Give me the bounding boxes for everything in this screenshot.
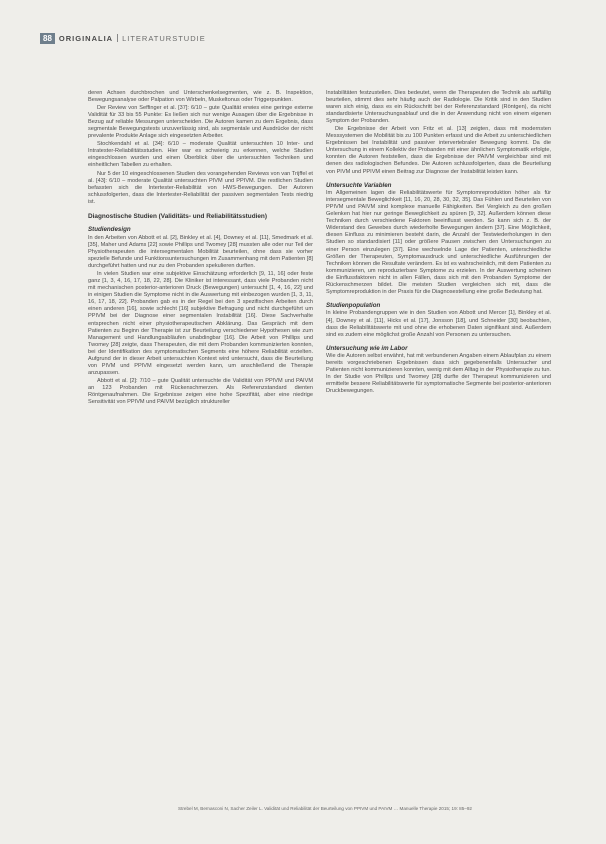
section-heading: Diagnostische Studien (Validitäts- und Reliabilitätsstudien) bbox=[88, 212, 267, 220]
paragraph: Abbott et al. [2]: 7/10 – gute Qualität untersuchte die Validität von PPIVM und PAIVM an 123 Probanden mit Rückenschmerzen. Als Referenzstandard dienten Röntgenaufnahmen. Die Ergebnisse zeigen eine hohe Spezifität, aber eine niedrige Sensitivität von PPIVM und PAIVM bezüglich struktureller bbox=[88, 377, 313, 406]
paragraph: Der Review von Seffinger et al. [37]: 6/10 – gute Qualität erwies eine geringe externe Validität für 33 bis 55 Punkte: Es ließen sich nur wenige Ausagen über die Ergebnisse in Bezug auf reliable Messungen unterscheiden. Die Autoren kamen zu dem Ergebnis, dass segmentale Bewegungstests unzuverlässig sind, als segmentale und Ausdrücke der nicht prevalente Produkte Anlage sich eingesetzten Arbeiter. bbox=[88, 105, 313, 140]
subsection-label: LITERATURSTUDIE bbox=[122, 33, 206, 43]
header-divider bbox=[117, 34, 118, 42]
page-number: 88 bbox=[40, 33, 55, 44]
paragraph: Stochkendahl et al. [34]: 6/10 – moderate Qualität untersuchten 10 Inter- und Intratester-Reliabilitätsstudien. Hier war es schwierig zu erkennen, welche Studien eingeschlossen wurden und einen Überblick über die untersuchten Techniken und einheitlichen Tabellen zu erhalten. bbox=[88, 141, 313, 169]
paragraph: Wie die Autoren selbst erwähnt, hat mit verbundenen Angaben einem Ablaufplan zu einem bereits vorgeschriebenen Ergebnissen dass sich gegebenenfalls Untersucher und Patienten nicht kommunizieren konnten, wenig mit dem Alltag in der Physiotherapie zu tun. In der Studie von Phillips und Twomey [28] durfte der Therapeut kommunizieren und ermittelte bessere Reliabilitätswerte für symptomatische Segmente bei posterior-anterioren Druckbewegungen. bbox=[326, 353, 551, 395]
right-text-column bbox=[326, 90, 551, 397]
paragraph: deren Achsen durchbrochen und Unterschenkelsegmenten, wie z. B. Inspektion, Bewegungsanalyse oder Palpation von Wirbeln, Muskeltonus oder Triggerpunkten. bbox=[88, 90, 313, 104]
paragraph: In kleine Probandengruppen wie in den Studien von Abbott und Mercer [1], Binkley et al. [4], Downey et al. [11], Hicks et al. [17], Jonsson [18], und Schneider [30] beobachten, dass die Reliabilitätswerte mit und ohne die erhobenen Daten signifikant sind. Außerdem sind es zudem eine möglichst große Anzahl von Personen zu untersuchen. bbox=[326, 310, 551, 338]
left-text-column bbox=[88, 90, 313, 407]
paragraph: In vielen Studien war eine subjektive Einschätzung erforderlich [9, 11, 16] oder feste ganz [1, 3, 4, 16, 17, 18, 22, 28]. Die Kliniker ist interessant, dass viele Probanden nicht mit mechanischen posterior-anterioren Druck (Bewegungen) untersucht [1, 4, 16, 22] und in einigen Studien die Symptome nicht in die Auswertung mit einbezogen wurden [1, 3, 11, 16, 17, 18, 22]. Probanden gab es in der Regel bei den 3 spezifischen Arbeiten durch einen anderen [16], sowie schlecht [16] subjektive Befragung und nicht durchgeführt um PPIVM bei der Diagnose einer segmentalen Instabilität [16]. Diese Sachverhalte entsprechen nicht einer physiotherapeutischen Abklärung. Das Gespräch mit dem Patienten zu Beginn der Therapie ist zur Beurteilung verschiedener Hypothesen wie zum Management und Handlungsabläufen unabdingbar [16]. Die Arbeit von Phillips und Twomey [28] zeigte, dass Therapeuten, die mit dem Probanden kommunizierten konnten, bei der Identifikation des symptomatischen Segments eine höhere Reliabilität erzielten. Aufgrund der in dieser Arbeit untersuchten Kontext wird untersucht, dass die Beurteilung von PIVM und PPIVM eingesetzt werden kann, um anschließend die Therapie anzupassen. bbox=[88, 271, 313, 376]
section-heading: Untersuchung wie im Labor bbox=[326, 344, 408, 352]
paragraph: Die Ergebnisse der Arbeit von Fritz et al. [13] zeigten, dass mit modernsten Messsystemen die Mobilität bis zu 100 Punkten erfasst und die Arbeit zu unterschiedlichen Ergebnissen bei Instabilität und passiver intervertebraler Bewegung kommt. Da die Untersuchung in einem Kollektiv der Probanden mit einer ähnlichen Symptomatik erfolgte, konnten die Autoren feststellen, dass die Ergebnisse der PAIVM vergleichbar sind mit denen des radiologischen Befundes. Die Autoren schlussfolgerten, dass die Beurteilung von PIVM und PPIVM einen Beitrag zur Diagnose der Instabilität leisten kann. bbox=[326, 126, 551, 175]
paragraph: Instabilitäten festzustellen. Dies bedeutet, wenn die Therapeuten die Technik als auffällig beurteilen, stimmt dies sehr häufig auch der Radiologie. Die Kritik sind in den Studien waren sich einig, dass es ein Rückschritt bei der Referenzstandard (Röntgen), da nicht standardisierte Untersuchungsablauf und die in der Anwendung nicht von einem eigenen Symptom der Probanden. bbox=[326, 90, 551, 125]
paragraph: In den Arbeiten von Abbott et al. [2], Binkley et al. [4], Downey et al. [11], Smedmark et al. [35], Maher und Adams [22] sowie Phillips und Twomey [28] mussten alle oder nur Teil der Physiotherapeuten die intersegmentalen Mobilität beurteilen, ohne dass sie vorher spezielle Befunde und Funktionsuntersuchungen im Zusammenhang mit dem Patienten [8] durchgeführt hatten und nur zu den Probanden spekulieren durften. bbox=[88, 234, 313, 270]
section-heading: Untersuchte Variablen bbox=[326, 181, 392, 189]
section-label: ORIGINALIA bbox=[58, 33, 114, 43]
paragraph: Im Allgemeinen lagen die Reliabilitätswerte für Symptomreproduktion höher als für intersegmentale Beweglichkeit [11, 16, 20, 28, 30, 32, 35]. Das Fühlen und Beurteilen von PPIVM und PAIVM sind komplexe manuelle Fähigkeiten. Bei Vergleich zu den großen Gelenken hat hier nur geringe Beweglichkeit zu spüren [9, 32]. Außerdem können diese Techniken durch verschiedene Faktoren beeinflusst werden. So kann sich z. B. der Widerstand des Gewebes durch wiederholte Bewegungen ändern [37]. Eine Möglichkeit, diesen Einfluss zu minimieren besteht darin, die Anzahl der Testwiederholungen in den Studien so standardisiert [11] oder größere Pausen zwischen den Untersuchungen zu einer Person einzulegen [37]. Eine wechselnde Lage der Patienten, unterschiedliche Größen der Therapeuten, Symptomausdruck und unterschiedliche Ausführungen der Techniken können die Resultate verändern. Es ist es wahrscheinlich, mit dem Patienten zu kommunizieren, um reproduzierbare Symptome zu erzielen. In der Auswertung scheinen die Einflussfaktoren nicht in allen Fällen, dass sich mit den Probanden Symptome der Rückenschmerzen bildet. Die meisten Studien vergleichen sich mit, dass die Symptomreproduktion in der Praxis für die Diagnosestellung eine große Bedeutung hat. bbox=[326, 190, 551, 295]
page-footer: Strebel M, Bernasconi N, Sacher Zeiler L. Validität und Reliabilität der Beurteilung von PPIVM und PAIVM … Manuelle Therapie 2015; 19: 85–92 bbox=[178, 806, 472, 811]
section-heading: Studienpopulation bbox=[326, 301, 381, 309]
paragraph: Nur 5 der 10 eingeschlossenen Studien des vorangehenden Reviews von van Trijffel et al. [43]: 6/10 – moderate Qualität untersuchten PIVM und PPIVM. Die restlichen Studien befassten sich die Intertester-Reliabilität von HWS-Bewegungen. Der Autoren schlussfolgerten, dass die Intertester-Reliabilität der passiven segmentalen Tests niedrig ist. bbox=[88, 170, 313, 205]
section-heading: Studiendesign bbox=[88, 226, 131, 234]
page-header bbox=[40, 32, 206, 44]
